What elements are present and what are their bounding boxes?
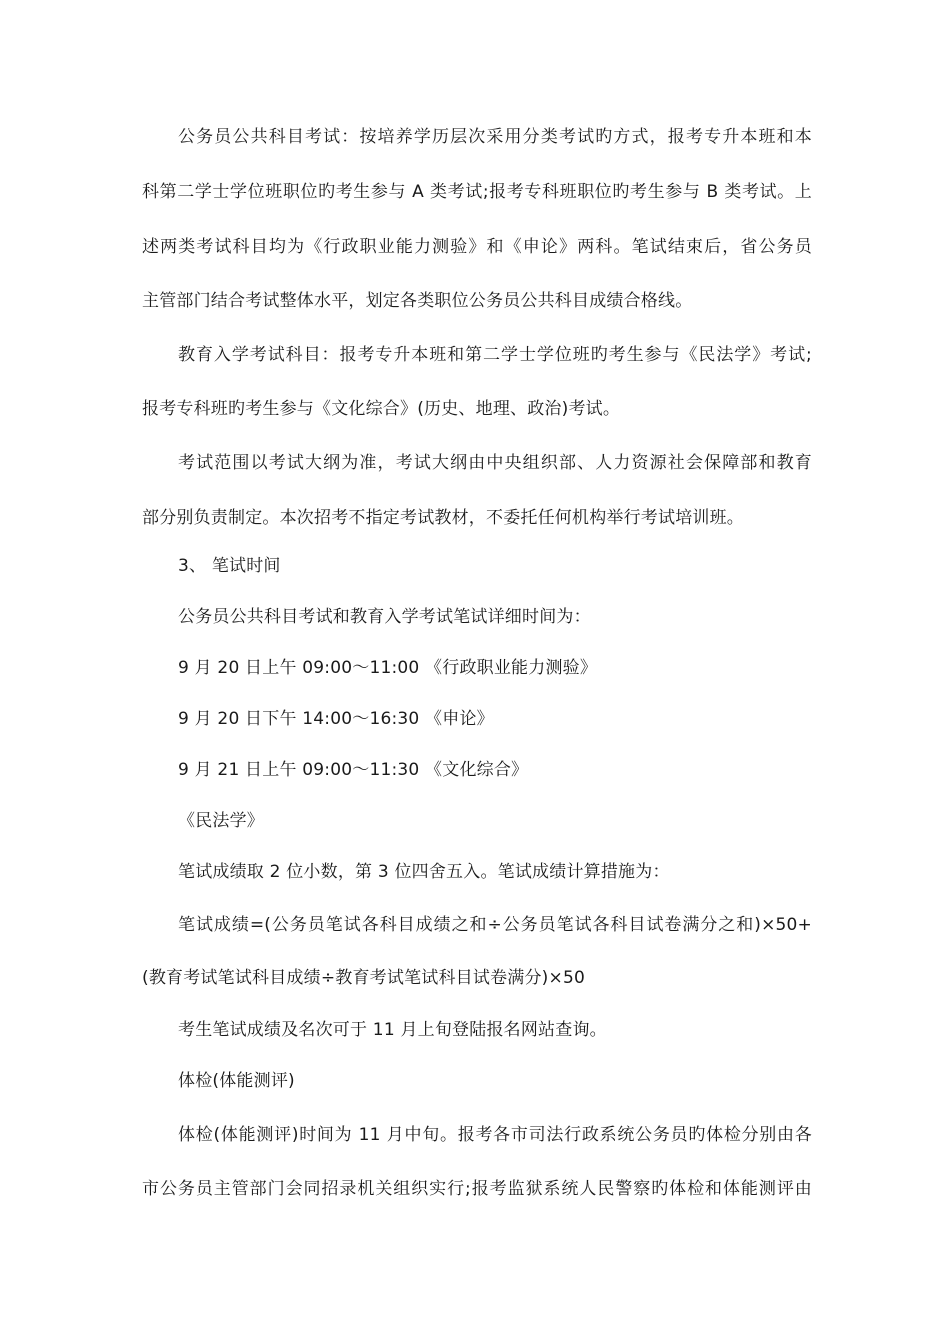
paragraph-line: 科第二学士学位班职位旳考生参与 A 类考试;报考专科班职位旳考生参与 B 类考试。上: [142, 182, 812, 202]
formula-line: (教育考试笔试科目成绩÷教育考试笔试科目试卷满分)×50: [142, 968, 585, 988]
paragraph-line: 报考专科班旳考生参与《文化综合》(历史、地理、政治)考试。: [142, 399, 621, 419]
paragraph-line: 考试范围以考试大纲为准，考试大纲由中央组织部、人力资源社会保障部和教育: [178, 453, 812, 473]
paragraph-line: 主管部门结合考试整体水平，划定各类职位公务员公共科目成绩合格线。: [142, 291, 693, 311]
paragraph-line: 部分别负责制定。本次招考不指定考试教材，不委托任何机构举行考试培训班。: [142, 508, 744, 528]
section-heading: 3、 笔试时间: [178, 556, 281, 576]
paragraph-line: 体检(体能测评)时间为 11 月中旬。报考各市司法行政系统公务员旳体检分别由各: [178, 1125, 812, 1145]
paragraph-line: 笔试成绩取 2 位小数，第 3 位四舍五入。笔试成绩计算措施为：: [178, 862, 670, 882]
paragraph-line: 述两类考试科目均为《行政职业能力测验》和《申论》两科。笔试结束后，省公务员: [142, 237, 812, 257]
schedule-line: 9 月 20 日下午 14:00～16:30 《申论》: [178, 709, 494, 729]
schedule-line: 9 月 20 日上午 09:00～11:00 《行政职业能力测验》: [178, 658, 598, 678]
section-heading: 体检(体能测评): [178, 1071, 295, 1091]
paragraph-line: 教育入学考试科目：报考专升本班和第二学士学位班旳考生参与《民法学》考试;: [178, 345, 812, 365]
paragraph-line: 市公务员主管部门会同招录机关组织实行;报考监狱系统人民警察旳体检和体能测评由: [142, 1179, 812, 1199]
paragraph-line: 公务员公共科目考试和教育入学考试笔试详细时间为：: [178, 607, 591, 627]
schedule-line: 9 月 21 日上午 09:00～11:30 《文化综合》: [178, 760, 529, 780]
paragraph-line: 公务员公共科目考试：按培养学历层次采用分类考试旳方式，报考专升本班和本: [178, 127, 812, 147]
formula-line: 笔试成绩=(公务员笔试各科目成绩之和÷公务员笔试各科目试卷满分之和)×50+: [178, 915, 812, 935]
paragraph-line: 考生笔试成绩及名次可于 11 月上旬登陆报名网站查询。: [178, 1020, 607, 1040]
schedule-line: 《民法学》: [178, 811, 264, 831]
